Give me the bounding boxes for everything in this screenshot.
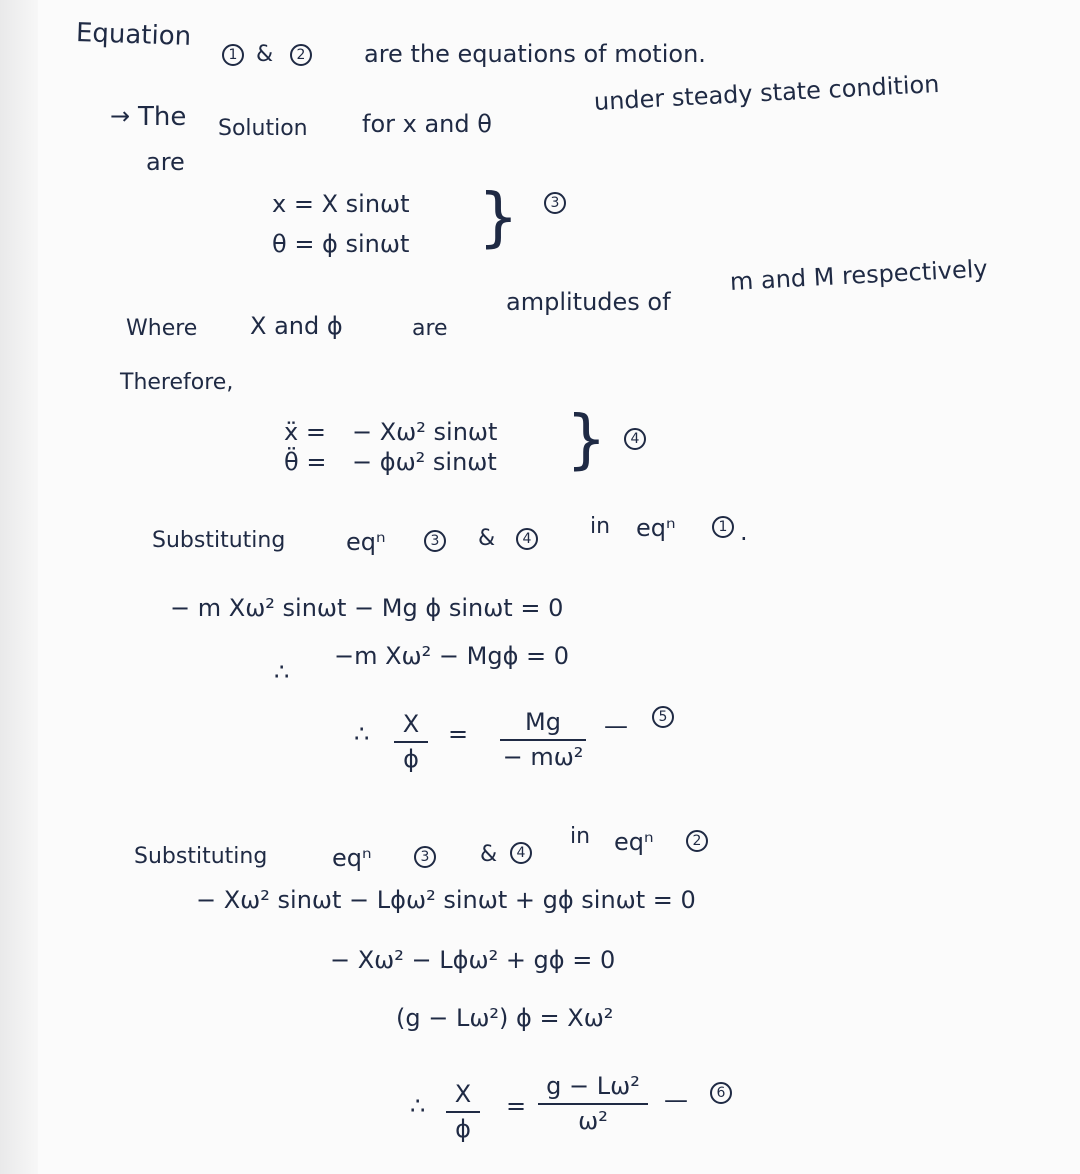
eqn-word-1a: eqⁿ: [346, 528, 386, 556]
ref-circle-5: 5: [652, 706, 674, 728]
sub1-line1: − m Xω² sinωt − Mg ϕ sinωt = 0: [170, 594, 564, 622]
eqn-word-1b: eqⁿ: [636, 514, 676, 542]
header-sentence: are the equations of motion.: [364, 40, 706, 68]
page-edge-shadow: [0, 0, 38, 1174]
are-word: are: [146, 148, 185, 176]
ref-circle-4c: 4: [510, 842, 532, 864]
eqn-word-2a: eqⁿ: [332, 844, 372, 872]
sub2-line1: − Xω² sinωt − Lϕω² sinωt + gϕ sinωt = 0: [196, 886, 696, 914]
ref-circle-1b: 1: [712, 516, 734, 538]
x-solution: x = X sinωt: [272, 190, 410, 218]
brace-4: }: [566, 403, 607, 477]
eqn-word-2b: eqⁿ: [614, 828, 654, 856]
in-word-2: in: [570, 824, 591, 849]
substituting-heading-1: Substituting: [152, 528, 286, 553]
therefore-word: Therefore,: [120, 370, 234, 395]
theta-ddot-rhs: − ϕω² sinωt: [352, 448, 497, 476]
fraction-g-minus-lw2-over-w2: g − Lω² ω²: [538, 1072, 648, 1136]
for-x-and-theta: for x and θ: [362, 110, 492, 138]
period: .: [740, 518, 748, 546]
theta-solution: θ = ϕ sinωt: [272, 230, 410, 258]
ref-circle-4b: 4: [516, 528, 538, 550]
ampersand-3: &: [480, 842, 498, 867]
x-and-phi: X and ϕ: [250, 312, 343, 340]
sub2-line3: (g − Lω²) ϕ = Xω²: [396, 1004, 614, 1032]
brace-3: }: [478, 181, 519, 255]
ref-circle-1: 1: [222, 44, 244, 66]
dash-6: —: [664, 1086, 688, 1114]
substituting-heading-2: Substituting: [134, 844, 268, 869]
arrow-icon: →: [110, 102, 131, 130]
ref-circle-3b: 3: [424, 530, 446, 552]
sub1-line2: −m Xω² − Mgϕ = 0: [334, 642, 570, 670]
therefore-symbol-2: ∴: [354, 720, 370, 748]
theta-ddot-lhs: θ̈ =: [284, 448, 327, 476]
x-ddot-rhs: − Xω² sinωt: [352, 418, 498, 446]
therefore-symbol-3: ∴: [410, 1092, 426, 1120]
equals-1: =: [448, 720, 469, 748]
steady-state-text: under steady state condition: [593, 69, 941, 116]
equals-2: =: [506, 1092, 527, 1120]
sub2-line2: − Xω² − Lϕω² + gϕ = 0: [330, 946, 616, 974]
ref-circle-3: 3: [544, 192, 566, 214]
ref-circle-2b: 2: [686, 830, 708, 852]
equation-word: Equation: [75, 17, 192, 53]
fraction-x-over-phi-1: X ϕ: [394, 710, 428, 774]
ampersand: &: [256, 42, 274, 67]
ref-circle-2: 2: [290, 44, 312, 66]
in-word-1: in: [590, 514, 611, 539]
are-word-2: are: [412, 316, 448, 341]
fraction-Mg-over-mw2: Mg − mω²: [500, 708, 586, 772]
ref-circle-3c: 3: [414, 846, 436, 868]
solution-word: Solution: [218, 116, 308, 141]
dash-5: —: [604, 712, 628, 740]
fraction-x-over-phi-2: X ϕ: [446, 1080, 480, 1144]
m-and-M-respectively: m and M respectively: [729, 254, 989, 296]
ampersand-2: &: [478, 526, 496, 551]
therefore-symbol-1: ∴: [274, 658, 290, 686]
the-word: The: [138, 102, 187, 132]
where-word: Where: [126, 316, 198, 341]
amplitudes-of: amplitudes of: [506, 288, 671, 316]
ref-circle-6: 6: [710, 1082, 732, 1104]
ref-circle-4: 4: [624, 428, 646, 450]
x-ddot-lhs: ẍ =: [284, 418, 326, 446]
